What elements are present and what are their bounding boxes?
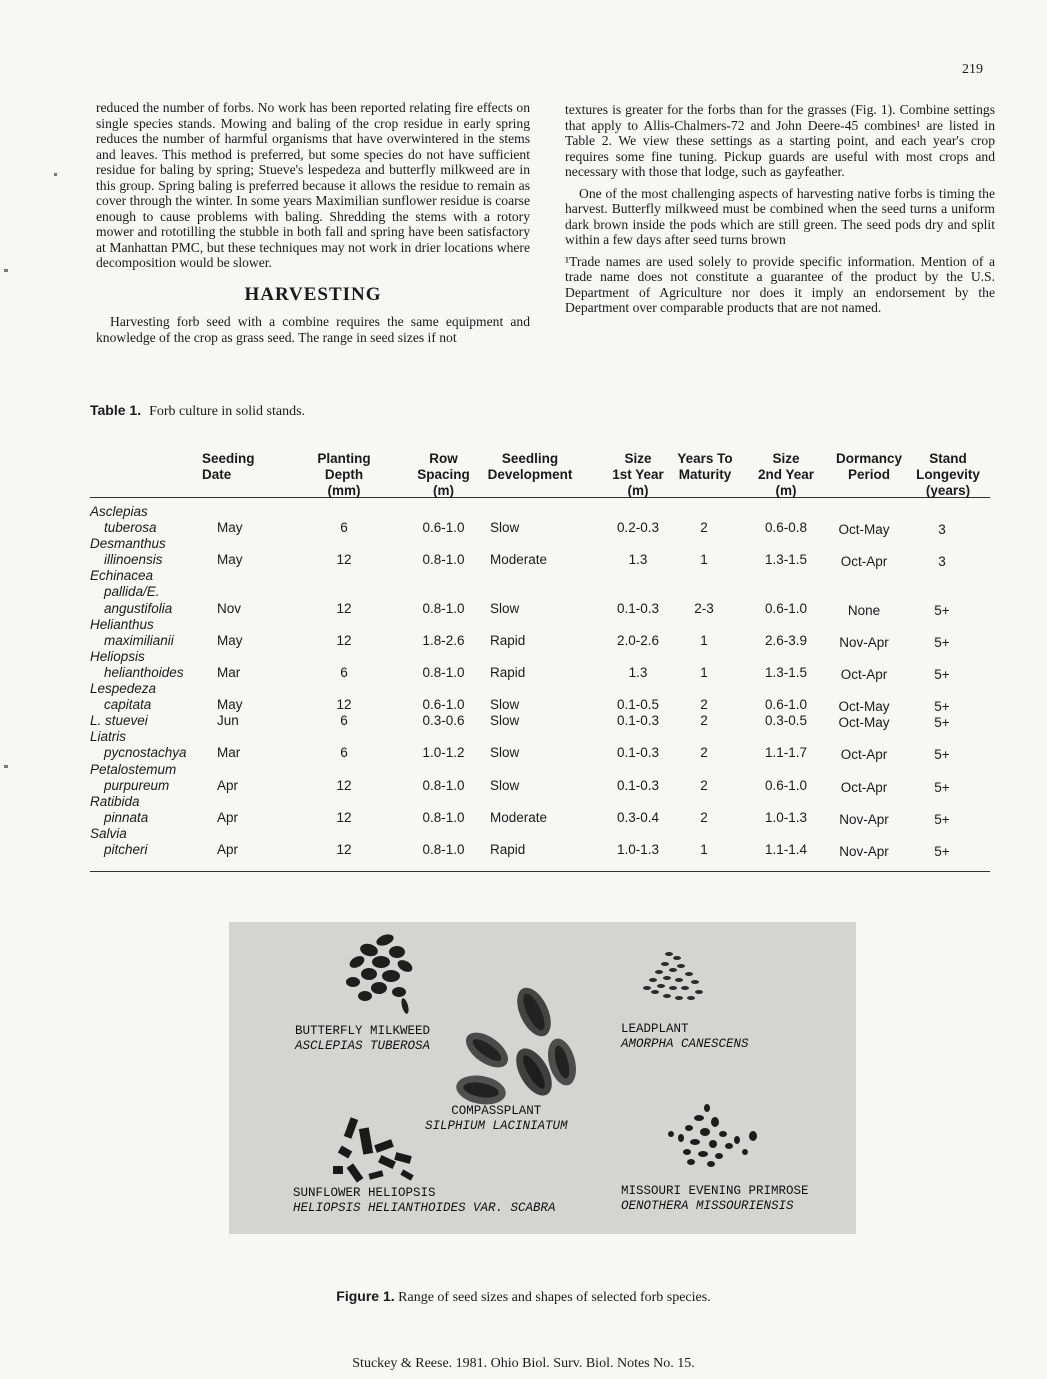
size-2nd-year-cell: 0.6-0.8 (764, 520, 808, 536)
row-spacing-cell: 0.8-1.0 (422, 809, 465, 825)
species-name: purpureum (104, 777, 170, 793)
milkweed-latin-name: ASCLEPIAS TUBEROSA (295, 1039, 431, 1053)
dormancy-period-cell: Nov-Apr (839, 634, 889, 650)
header-size-1st-year: Size 1st Year (m) (612, 451, 664, 498)
years-to-maturity-cell: 2 (700, 777, 708, 793)
size-1st-year-cell: 0.1-0.3 (616, 745, 660, 761)
seedling-development-cell: Moderate (490, 552, 548, 568)
species-name: pinnata (104, 809, 149, 825)
size-2nd-year-cell: 1.0-1.3 (764, 809, 808, 825)
species-name: pallida/E. (104, 584, 160, 600)
scan-mark (4, 269, 8, 272)
citation: Stuckey & Reese. 1981. Ohio Biol. Surv. Biol. Notes No. 15. (352, 1356, 695, 1371)
stand-longevity-cell: 3 (938, 554, 946, 570)
size-1st-year-cell: 1.3 (628, 664, 648, 680)
dormancy-period-cell: Oct-Apr (840, 779, 888, 795)
size-2nd-year-cell: 0.6-1.0 (764, 600, 808, 616)
compassplant-latin-name: SILPHIUM LACINIATUM (425, 1119, 568, 1133)
row-spacing-cell: 0.8-1.0 (422, 552, 465, 568)
stand-longevity-cell: 5+ (934, 779, 950, 795)
seedling-development-cell: Rapid (490, 842, 526, 858)
size-2nd-year-cell: 0.6-1.0 (764, 777, 808, 793)
planting-depth-cell: 12 (336, 552, 352, 568)
seedling-development-cell: Rapid (490, 664, 526, 680)
seeding-date-cell: Apr (217, 777, 239, 793)
seeding-date-cell: May (217, 520, 243, 536)
table-header (90, 447, 990, 498)
row-spacing-cell: 0.8-1.0 (422, 664, 465, 680)
seeding-date-cell: May (217, 697, 243, 713)
table-label: Table 1. (90, 402, 142, 418)
species-name: helianthoides (104, 664, 184, 680)
planting-depth-cell: 12 (336, 842, 352, 858)
heliopsis-common-name: SUNFLOWER HELIOPSIS (293, 1186, 436, 1200)
size-1st-year-cell: 1.0-1.3 (616, 842, 660, 858)
species-name: Asclepias (90, 504, 148, 519)
row-spacing-cell: 0.8-1.0 (422, 842, 465, 858)
size-1st-year-cell: 0.1-0.3 (616, 600, 660, 616)
species-name: pitcheri (104, 842, 148, 858)
planting-depth-cell: 12 (336, 600, 352, 616)
table-body (90, 504, 990, 864)
dormancy-period-cell: Nov-Apr (839, 844, 889, 860)
seedling-development-cell: Slow (490, 600, 520, 616)
row-spacing-cell: 0.6-1.0 (422, 697, 465, 713)
row-spacing-cell: 0.6-1.0 (422, 520, 465, 536)
seedling-development-cell: Slow (490, 745, 520, 761)
size-2nd-year-cell: 1.1-1.4 (764, 842, 808, 858)
species-name: maximilianii (104, 632, 174, 648)
stand-longevity-cell: 5+ (934, 602, 950, 618)
table-caption (90, 402, 305, 420)
leadplant-latin-name: AMORPHA CANESCENS (621, 1037, 749, 1051)
years-to-maturity-cell: 2 (700, 520, 708, 536)
table-caption-text: Forb culture in solid stands. (149, 404, 306, 419)
seedling-development-cell: Rapid (490, 632, 526, 648)
years-to-maturity-cell: 1 (700, 632, 708, 648)
stand-longevity-cell: 5+ (934, 811, 950, 827)
years-to-maturity-cell: 2 (700, 809, 708, 825)
dormancy-period-cell: Oct-May (838, 715, 890, 731)
stand-longevity-cell: 5+ (934, 715, 950, 731)
row-spacing-cell: 1.0-1.2 (422, 745, 465, 761)
dormancy-period-cell: Oct-Apr (840, 554, 888, 570)
header-dormancy-period: Dormancy Period (835, 451, 903, 482)
years-to-maturity-cell: 1 (700, 664, 708, 680)
seeding-date-cell: Mar (217, 664, 241, 680)
row-spacing-cell: 0.3-0.6 (422, 713, 465, 729)
dormancy-period-cell: Oct-Apr (840, 747, 888, 763)
seeding-date-cell: Apr (217, 809, 239, 825)
label-compassplant (425, 1104, 568, 1134)
size-1st-year-cell: 0.1-0.5 (616, 697, 660, 713)
planting-depth-cell: 12 (336, 777, 352, 793)
header-size-2nd-year: Size 2nd Year (m) (757, 451, 815, 498)
stand-longevity-cell: 5+ (934, 844, 950, 860)
species-name: angustifolia (104, 600, 173, 616)
page-number: 219 (962, 62, 983, 77)
size-1st-year-cell: 0.1-0.3 (616, 777, 660, 793)
planting-depth-cell: 6 (340, 520, 348, 536)
header-row-spacing: Row Spacing (m) (417, 451, 470, 498)
stand-longevity-cell: 3 (938, 522, 946, 538)
primrose-latin-name: OENOTHERA MISSOURIENSIS (621, 1199, 794, 1213)
size-2nd-year-cell: 0.6-1.0 (764, 697, 808, 713)
footnote: ¹Trade names are used solely to provide specific information. Mention of a trade name does not constitute a guarantee of the product by the U.S. Department of Agriculture nor does it imply an endorsement by the Department over comparable products that are not named. (565, 253, 995, 315)
size-1st-year-cell: 1.3 (628, 552, 648, 568)
seeding-date-cell: May (217, 632, 243, 648)
seeding-date-cell: Mar (217, 745, 241, 761)
seedling-development-cell: Slow (490, 520, 520, 536)
dormancy-period-cell: Nov-Apr (839, 811, 889, 827)
header-years-to-maturity: Years To Maturity (677, 451, 733, 482)
species-name: tuberosa (104, 520, 157, 536)
dormancy-period-cell: Oct-May (838, 699, 890, 715)
label-leadplant (621, 1022, 749, 1052)
seeding-date-cell: Jun (217, 713, 239, 729)
size-2nd-year-cell: 0.3-0.5 (764, 713, 808, 729)
planting-depth-cell: 12 (336, 809, 352, 825)
section-heading: HARVESTING (244, 283, 382, 305)
years-to-maturity-cell: 2-3 (694, 600, 714, 616)
figure-caption (0, 1288, 1047, 1306)
right-paragraph-2: One of the most challenging aspects of harvesting native forbs is timing the harvest. Butterfly milkweed must be combined when the seed turns a uniform dark brown inside the pods which are still green. The seed pods dry and split within a few days after seed turns brown (565, 185, 995, 247)
planting-depth-cell: 6 (340, 745, 348, 761)
species-name: pycnostachya (104, 745, 187, 761)
planting-depth-cell: 6 (340, 664, 348, 680)
years-to-maturity-cell: 1 (700, 552, 708, 568)
species-name: illinoensis (104, 552, 163, 568)
right-paragraph-1: textures is greater for the forbs than for the grasses (Fig. 1). Combine settings that apply to Allis-Chalmers-72 and John Deere-45 combines¹ are listed in Table 2. We view these settings as a starting point, and each year's crop requires some fine tuning. Pickup guards are useful with most crops and necessary with those that lodge, such as gayfeather. (565, 102, 995, 179)
species-name: Helianthus (90, 616, 154, 632)
size-1st-year-cell: 0.1-0.3 (616, 713, 660, 729)
years-to-maturity-cell: 2 (700, 713, 708, 729)
stand-longevity-cell: 5+ (934, 634, 950, 650)
milkweed-seeds (346, 932, 414, 1014)
size-2nd-year-cell: 1.3-1.5 (764, 552, 808, 568)
size-2nd-year-cell: 1.1-1.7 (764, 745, 808, 761)
header-seedling-development: Seedling Development (487, 451, 573, 482)
species-name: Liatris (90, 729, 127, 745)
species-name: Lespedeza (90, 681, 157, 697)
scan-mark (54, 173, 57, 176)
primrose-common-name: MISSOURI EVENING PRIMROSE (621, 1184, 809, 1198)
size-2nd-year-cell: 2.6-3.9 (764, 632, 808, 648)
header-seeding-date: Seeding Date (202, 451, 255, 482)
label-sunflower-heliopsis (293, 1186, 556, 1216)
species-name: L. stuevei (90, 713, 148, 729)
scan-mark (4, 765, 8, 768)
figure-label: Figure 1. (336, 1288, 395, 1304)
dormancy-period-cell: Oct-May (838, 522, 890, 538)
heliopsis-latin-name: HELIOPSIS HELIANTHOIDES VAR. SCABRA (293, 1201, 556, 1215)
table-bottom-rule (90, 871, 990, 872)
species-name: Desmanthus (90, 536, 166, 552)
leadplant-common-name: LEADPLANT (621, 1022, 689, 1036)
years-to-maturity-cell: 1 (700, 842, 708, 858)
species-name: Petalostemum (90, 761, 177, 777)
row-spacing-cell: 0.8-1.0 (422, 600, 465, 616)
species-name: Echinacea (90, 568, 154, 584)
seeding-date-cell: Nov (217, 600, 242, 616)
figure-caption-text: Range of seed sizes and shapes of selected forb species. (398, 1290, 711, 1305)
label-evening-primrose (621, 1184, 809, 1214)
size-1st-year-cell: 0.2-0.3 (616, 520, 660, 536)
species-name: Heliopsis (90, 648, 145, 664)
header-planting-depth: Planting Depth (mm) (317, 451, 371, 498)
planting-depth-cell: 12 (336, 697, 352, 713)
row-spacing-cell: 1.8-2.6 (422, 632, 465, 648)
seedling-development-cell: Slow (490, 713, 520, 729)
planting-depth-cell: 12 (336, 632, 352, 648)
seed-figure (229, 922, 856, 1234)
left-column (96, 100, 530, 351)
size-1st-year-cell: 2.0-2.6 (616, 632, 660, 648)
seedling-development-cell: Moderate (490, 809, 548, 825)
species-name: Ratibida (90, 793, 140, 809)
planting-depth-cell: 6 (340, 713, 348, 729)
compassplant-common-name: COMPASSPLANT (451, 1104, 542, 1118)
leadplant-seeds (643, 952, 703, 1000)
stand-longevity-cell: 5+ (934, 666, 950, 682)
size-1st-year-cell: 0.3-0.4 (616, 809, 660, 825)
size-2nd-year-cell: 1.3-1.5 (764, 664, 808, 680)
left-paragraph-1: reduced the number of forbs. No work has been reported relating fire effects on single species stands. Mowing and baling of the crop residue in early spring reduces the number of harmful organisms that have overwintered in the stems and leaves. This method is preferred, but some species do not have sufficient residue for baling by spring; Stueve's lespedeza and butterfly milkweed are in this group. Spring baling is preferred because it allows the residue to remain as cover through the winter. In some years Maximilian sunflower residue is coarse enough to cause problems with baling. Shredding the stems with a rotory mower and rototilling the stubble in both fall and spring have been satisfactory at Manhattan PMC, but these techniques may not work in drier locations where decomposition would be slower. (96, 100, 530, 270)
label-butterfly-milkweed (295, 1024, 430, 1054)
compassplant-seeds (454, 983, 581, 1109)
primrose-seeds (668, 1104, 757, 1167)
dormancy-period-cell: None (847, 602, 881, 618)
header-stand-longevity: Stand Longevity (years) (916, 451, 980, 498)
seeding-date-cell: May (217, 552, 243, 568)
stand-longevity-cell: 5+ (934, 747, 950, 763)
milkweed-common-name: BUTTERFLY MILKWEED (295, 1024, 431, 1038)
years-to-maturity-cell: 2 (700, 745, 708, 761)
dormancy-period-cell: Oct-Apr (840, 666, 888, 682)
seeding-date-cell: Apr (217, 842, 239, 858)
years-to-maturity-cell: 2 (700, 697, 708, 713)
species-name: capitata (104, 697, 152, 713)
species-name: Salvia (90, 826, 127, 841)
stand-longevity-cell: 5+ (934, 699, 950, 715)
seedling-development-cell: Slow (490, 777, 520, 793)
right-column (565, 102, 995, 322)
left-paragraph-2: Harvesting forb seed with a combine requires the same equipment and knowledge of the crop as grass seed. The range in seed sizes if not (96, 314, 530, 345)
heliopsis-seeds (333, 1117, 414, 1182)
row-spacing-cell: 0.8-1.0 (422, 777, 465, 793)
seedling-development-cell: Slow (490, 697, 520, 713)
